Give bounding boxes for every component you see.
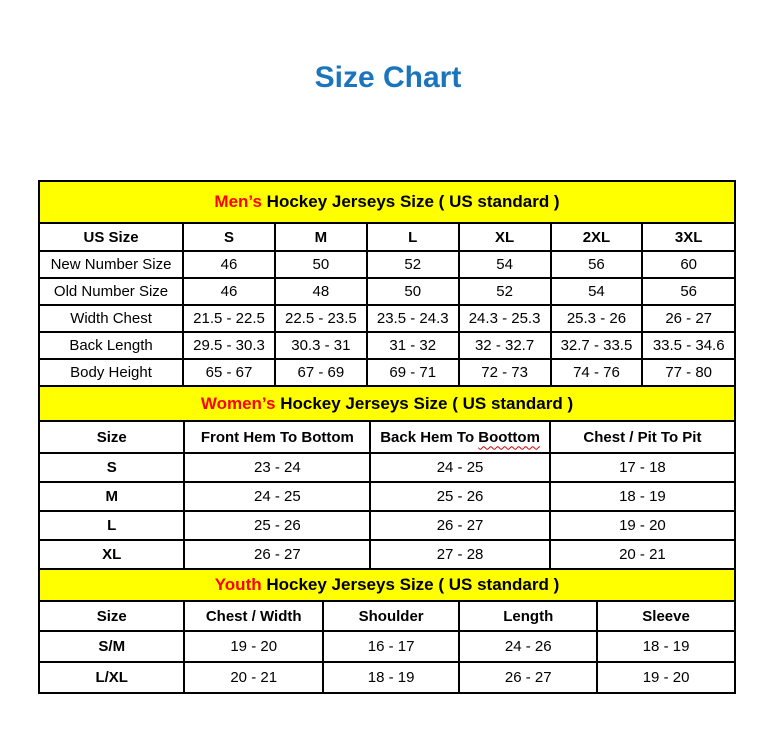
size-value-cell: 26 - 27 <box>370 511 550 540</box>
column-header-label: Size <box>96 428 127 446</box>
column-header-label: US Size <box>83 228 139 246</box>
size-value-cell: 16 - 17 <box>323 631 459 662</box>
size-value-cell: 18 - 19 <box>550 482 735 511</box>
column-header-label: Front Hem To Bottom <box>200 428 354 446</box>
table-row <box>39 453 735 482</box>
table-row <box>39 359 735 386</box>
table-row <box>39 305 735 332</box>
column-header <box>39 421 184 453</box>
women-size-table <box>38 385 736 570</box>
size-value-cell: 26 - 27 <box>459 662 597 693</box>
table-row <box>39 332 735 359</box>
size-value-cell: 46 <box>183 251 275 278</box>
column-header-label: Size <box>96 607 127 625</box>
column-header <box>550 421 735 453</box>
table-row <box>39 482 735 511</box>
column-header <box>184 601 323 631</box>
column-header-label: Length <box>503 607 554 625</box>
size-value-cell: 19 - 20 <box>550 511 735 540</box>
section-title-highlight: Women’s <box>200 393 276 413</box>
column-header-label: Sleeve <box>642 607 690 625</box>
misspelled-word: Boottom <box>478 428 540 446</box>
column-header <box>597 601 735 631</box>
youth-section-header <box>39 569 735 601</box>
size-value-cell: 25.3 - 26 <box>551 305 643 332</box>
column-header <box>275 223 367 251</box>
column-header <box>184 421 370 453</box>
row-label: Body Height <box>39 359 183 386</box>
column-header-label: S <box>224 228 235 246</box>
size-value-cell: 25 - 26 <box>370 482 550 511</box>
size-value-cell: 30.3 - 31 <box>275 332 367 359</box>
column-header-label: 3XL <box>674 228 703 246</box>
size-value-cell: 19 - 20 <box>184 631 323 662</box>
row-label: M <box>39 482 184 511</box>
youth-section-row <box>39 569 735 601</box>
row-label: S <box>39 453 184 482</box>
size-value-cell: 54 <box>459 251 551 278</box>
size-value-cell: 52 <box>459 278 551 305</box>
column-header <box>39 601 184 631</box>
column-header-label: XL <box>495 228 515 246</box>
size-value-cell: 72 - 73 <box>459 359 551 386</box>
size-value-cell: 22.5 - 23.5 <box>275 305 367 332</box>
size-value-cell: 65 - 67 <box>183 359 275 386</box>
row-label: XL <box>39 540 184 569</box>
size-value-cell: 29.5 - 30.3 <box>183 332 275 359</box>
size-value-cell: 46 <box>183 278 275 305</box>
table-row <box>39 631 735 662</box>
table-row <box>39 278 735 305</box>
size-value-cell: 24 - 26 <box>459 631 597 662</box>
size-value-cell: 56 <box>551 251 643 278</box>
size-value-cell: 24.3 - 25.3 <box>459 305 551 332</box>
men-section-row <box>39 181 735 223</box>
size-value-cell: 25 - 26 <box>184 511 370 540</box>
section-title-text: Hockey Jerseys Size ( US standard ) <box>275 393 574 413</box>
size-value-cell: 48 <box>275 278 367 305</box>
column-header-label: Chest / Width <box>205 607 302 625</box>
size-value-cell: 77 - 80 <box>642 359 735 386</box>
size-value-cell: 21.5 - 22.5 <box>183 305 275 332</box>
column-header <box>459 601 597 631</box>
section-title-text: Hockey Jerseys Size ( US standard ) <box>261 575 560 594</box>
size-value-cell: 50 <box>367 278 459 305</box>
column-header-label: M <box>314 228 328 246</box>
size-value-cell: 20 - 21 <box>184 662 323 693</box>
section-title-highlight: Youth <box>214 575 262 594</box>
section-title-highlight: Men’s <box>214 192 262 211</box>
size-value-cell: 54 <box>551 278 643 305</box>
size-value-cell: 50 <box>275 251 367 278</box>
size-value-cell: 31 - 32 <box>367 332 459 359</box>
women-section-row <box>39 386 735 421</box>
table-row <box>39 251 735 278</box>
column-header-label: Shoulder <box>358 607 424 625</box>
row-label: S/M <box>39 631 184 662</box>
size-value-cell: 26 - 27 <box>184 540 370 569</box>
table-row <box>39 662 735 693</box>
column-header <box>323 601 459 631</box>
column-header <box>642 223 735 251</box>
men-column-header-row <box>39 223 735 251</box>
table-row <box>39 540 735 569</box>
size-chart-page <box>0 60 776 752</box>
size-value-cell: 24 - 25 <box>370 453 550 482</box>
size-value-cell: 52 <box>367 251 459 278</box>
column-header-label: L <box>408 228 418 246</box>
size-value-cell: 27 - 28 <box>370 540 550 569</box>
youth-size-table <box>38 568 736 694</box>
row-label: L <box>39 511 184 540</box>
women-section-header <box>39 386 735 421</box>
size-value-cell: 74 - 76 <box>551 359 643 386</box>
youth-column-header-row <box>39 601 735 631</box>
row-label: L/XL <box>39 662 184 693</box>
column-header <box>551 223 643 251</box>
size-tables-container <box>38 180 736 694</box>
column-header <box>39 223 183 251</box>
size-value-cell: 26 - 27 <box>642 305 735 332</box>
section-title-text: Hockey Jerseys Size ( US standard ) <box>261 192 560 211</box>
row-label: New Number Size <box>39 251 183 278</box>
size-value-cell: 33.5 - 34.6 <box>642 332 735 359</box>
size-value-cell: 17 - 18 <box>550 453 735 482</box>
column-header <box>459 223 551 251</box>
column-header <box>367 223 459 251</box>
size-value-cell: 18 - 19 <box>323 662 459 693</box>
size-value-cell: 20 - 21 <box>550 540 735 569</box>
size-value-cell: 60 <box>642 251 735 278</box>
size-value-cell: 56 <box>642 278 735 305</box>
size-value-cell: 18 - 19 <box>597 631 735 662</box>
size-value-cell: 67 - 69 <box>275 359 367 386</box>
column-header <box>183 223 275 251</box>
column-header <box>370 421 550 453</box>
size-value-cell: 24 - 25 <box>184 482 370 511</box>
column-header-label: Chest / Pit To Pit <box>583 428 702 446</box>
row-label: Old Number Size <box>39 278 183 305</box>
page-title: Size Chart <box>314 61 462 94</box>
row-label: Back Length <box>39 332 183 359</box>
women-column-header-row <box>39 421 735 453</box>
row-label: Width Chest <box>39 305 183 332</box>
size-value-cell: 23 - 24 <box>184 453 370 482</box>
size-value-cell: 32 - 32.7 <box>459 332 551 359</box>
column-header-label: 2XL <box>582 228 611 246</box>
size-value-cell: 23.5 - 24.3 <box>367 305 459 332</box>
column-header-label: Back Hem To <box>380 428 479 446</box>
size-value-cell: 19 - 20 <box>597 662 735 693</box>
size-value-cell: 32.7 - 33.5 <box>551 332 643 359</box>
table-row <box>39 511 735 540</box>
size-value-cell: 69 - 71 <box>367 359 459 386</box>
men-section-header <box>39 181 735 223</box>
men-size-table <box>38 180 736 387</box>
